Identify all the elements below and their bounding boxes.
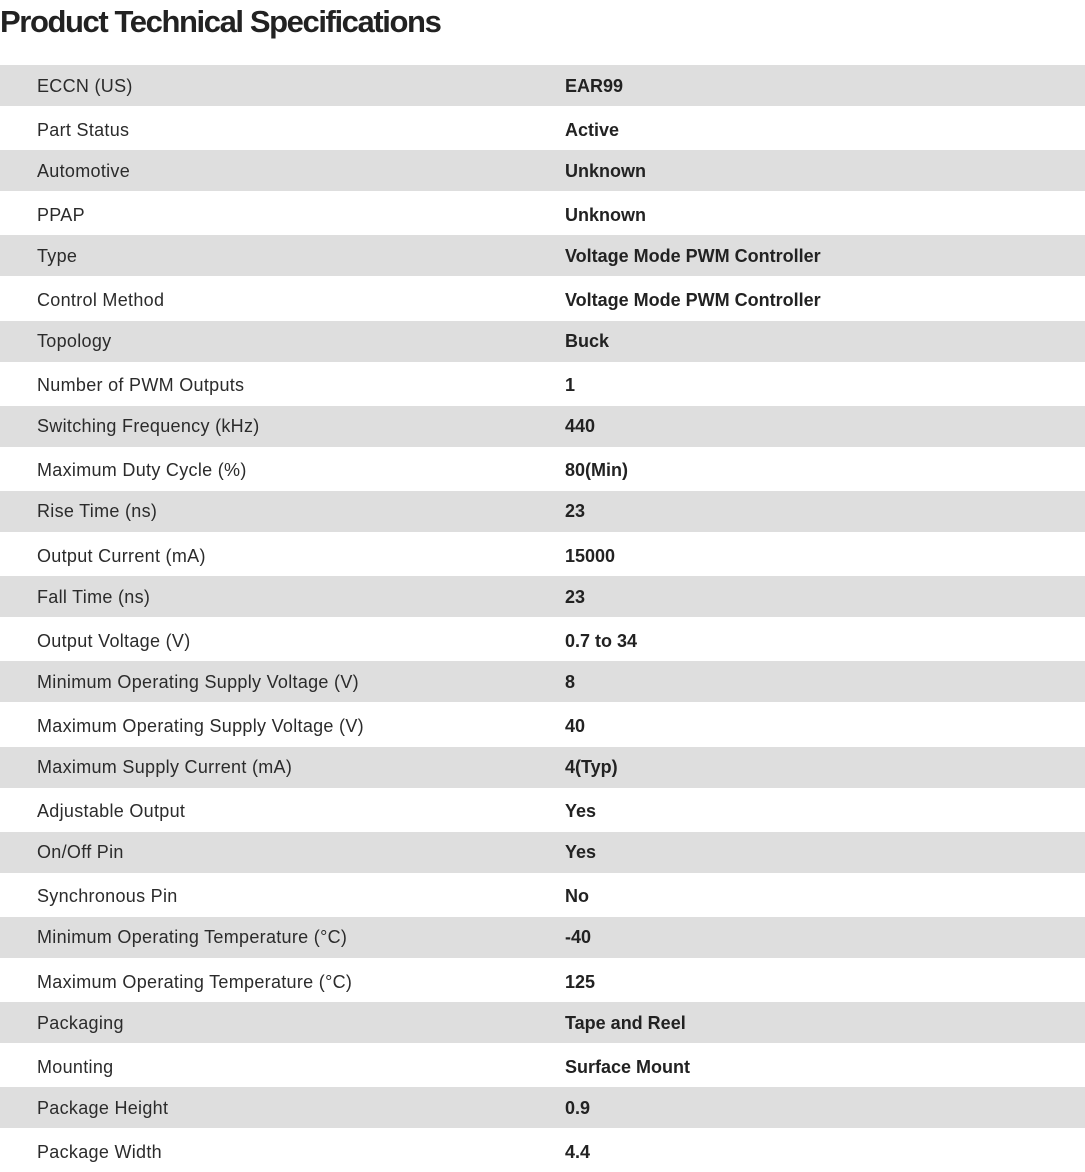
spec-value: 40 (565, 715, 586, 736)
spec-value: 4.4 (565, 1141, 591, 1162)
table-row (0, 661, 1085, 704)
spec-value: Buck (565, 321, 1085, 364)
spec-name: Maximum Operating Temperature (°C) (37, 971, 353, 992)
spec-table (0, 65, 1085, 1172)
spec-value: 1 (565, 375, 576, 396)
spec-value: 80(Min) (565, 460, 628, 481)
table-row (0, 363, 1085, 406)
table-row (0, 193, 1085, 236)
spec-name: Minimum Operating Temperature (°C) (0, 917, 565, 960)
table-row (0, 1087, 1085, 1130)
table-row (0, 619, 1085, 662)
spec-name: Rise Time (ns) (0, 491, 565, 534)
spec-name: Switching Frequency (kHz) (0, 406, 565, 449)
spec-name: Fall Time (ns) (0, 576, 565, 619)
spec-value: 440 (565, 406, 1085, 449)
spec-name: Mounting (37, 1056, 114, 1077)
spec-value: 23 (565, 576, 1085, 619)
spec-value: Voltage Mode PWM Controller (565, 290, 821, 311)
spec-value: Yes (565, 832, 1085, 875)
table-row (0, 959, 1085, 1002)
table-row (0, 789, 1085, 832)
spec-value: Yes (565, 801, 597, 822)
spec-value: Unknown (565, 150, 1085, 193)
spec-name: Package Height (0, 1087, 565, 1130)
spec-name: Minimum Operating Supply Voltage (V) (0, 661, 565, 704)
spec-name: Output Current (mA) (37, 545, 206, 566)
spec-value: 4(Typ) (565, 747, 1085, 790)
table-row (0, 406, 1085, 449)
table-row (0, 704, 1085, 747)
spec-name: Maximum Operating Supply Voltage (V) (37, 715, 364, 736)
spec-name: Adjustable Output (37, 801, 186, 822)
spec-name: Package Width (37, 1141, 162, 1162)
spec-value: Active (565, 119, 620, 140)
table-row (0, 576, 1085, 619)
spec-value: Voltage Mode PWM Controller (565, 235, 1085, 278)
spec-value: -40 (565, 917, 1085, 960)
spec-value: 15000 (565, 545, 616, 566)
table-row (0, 150, 1085, 193)
table-row (0, 747, 1085, 790)
spec-name: Output Voltage (V) (37, 630, 191, 651)
spec-table-body (0, 65, 1085, 1172)
table-row (0, 448, 1085, 491)
spec-name: PPAP (37, 204, 85, 225)
page-title: Product Technical Specifications (0, 4, 441, 39)
table-row (0, 321, 1085, 364)
spec-value: EAR99 (565, 65, 1085, 108)
spec-value: 0.7 to 34 (565, 630, 638, 651)
table-row (0, 65, 1085, 108)
spec-name: Maximum Supply Current (mA) (0, 747, 565, 790)
table-row (0, 235, 1085, 278)
spec-name: Part Status (37, 119, 130, 140)
table-row (0, 1002, 1085, 1045)
table-row (0, 832, 1085, 875)
spec-name: Type (0, 235, 565, 278)
spec-value: 8 (565, 661, 1085, 704)
table-row (0, 534, 1085, 577)
spec-name: Control Method (37, 290, 165, 311)
spec-value: 23 (565, 491, 1085, 534)
table-row (0, 491, 1085, 534)
spec-name: Number of PWM Outputs (37, 375, 245, 396)
spec-value: Unknown (565, 204, 646, 225)
spec-name: Automotive (0, 150, 565, 193)
spec-value: 0.9 (565, 1087, 1085, 1130)
spec-value: 125 (565, 971, 596, 992)
spec-value: No (565, 886, 589, 907)
table-row (0, 108, 1085, 151)
spec-name: Packaging (0, 1002, 565, 1045)
spec-value: Tape and Reel (565, 1002, 1085, 1045)
table-row (0, 917, 1085, 960)
spec-name: ECCN (US) (0, 65, 565, 108)
spec-name: Maximum Duty Cycle (%) (37, 460, 247, 481)
table-row (0, 874, 1085, 917)
spec-value: Surface Mount (565, 1056, 691, 1077)
table-row (0, 1130, 1085, 1172)
spec-name: Topology (0, 321, 565, 364)
table-row (0, 1045, 1085, 1088)
table-row (0, 278, 1085, 321)
spec-name: On/Off Pin (0, 832, 565, 875)
spec-name: Synchronous Pin (37, 886, 178, 907)
